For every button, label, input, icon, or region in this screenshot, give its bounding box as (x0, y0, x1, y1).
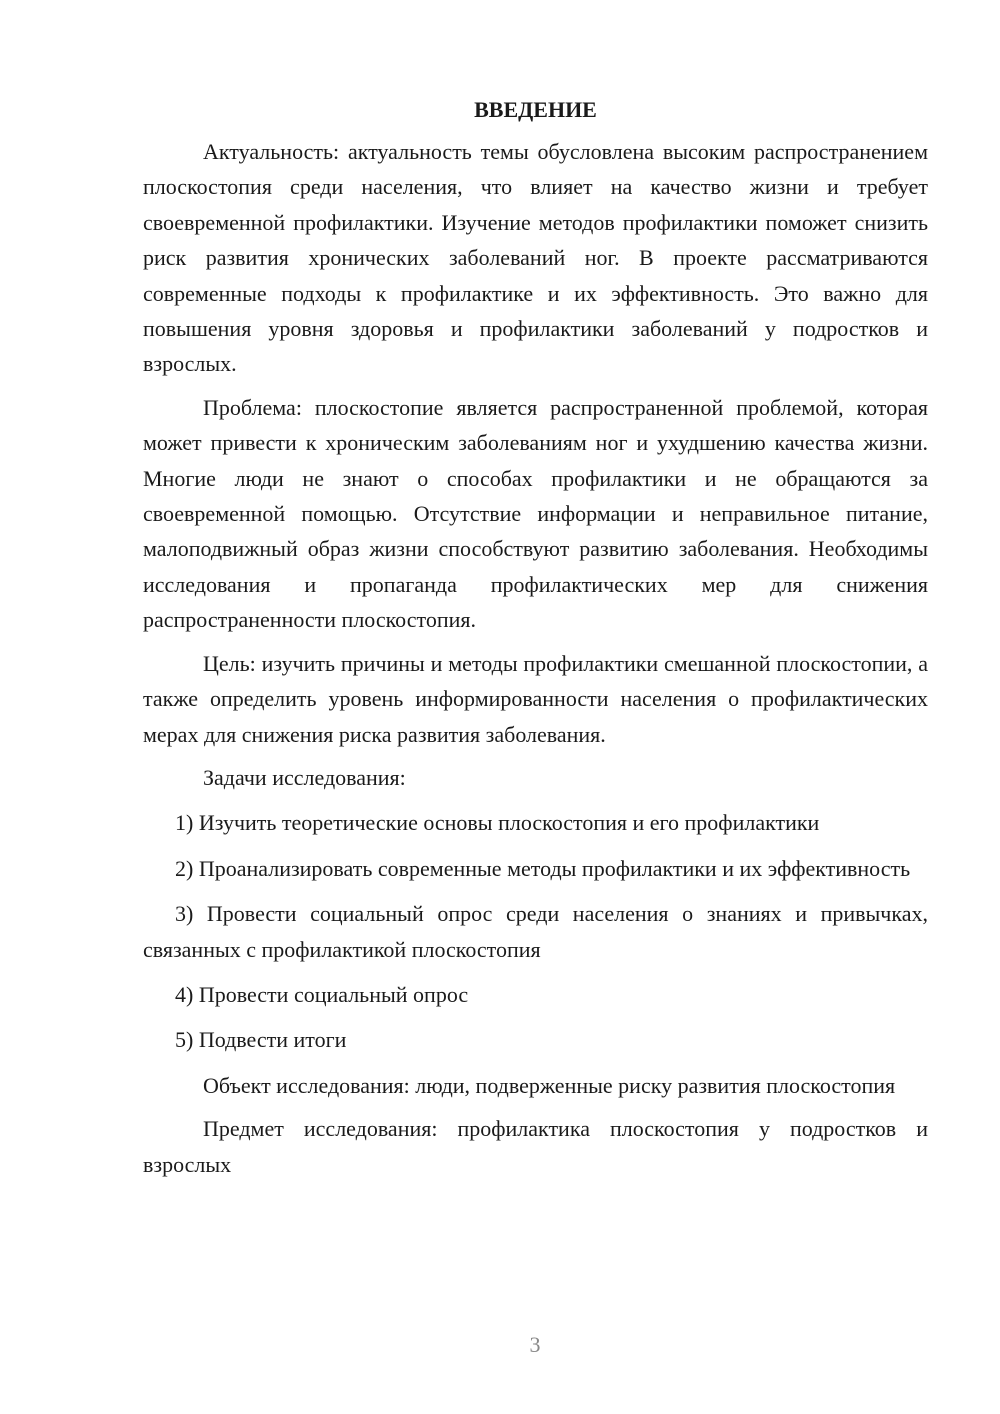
task-item-3: 3) Провести социальный опрос среди населения о знаниях и привычках, связанных с профилактикой плоскостопия (143, 901, 928, 962)
problem-paragraph: Проблема: плоскостопие является распространенной проблемой, которая может привести к хроническим заболеваниям ног и ухудшению качества жизни. Многие люди не знают о способах профилактики и не обращаются за своевременной помощью. Отсутствие информации и неправильное питание, малоподвижный образ жизни способствуют развитию заболевания. Необходимы исследования и пропаганда профилактических мер для снижения распространенности плоскостопия. (143, 394, 928, 633)
goal-paragraph: Цель: изучить причины и методы профилактики смешанной плоскостопии, а также определить уровень информированности населения о профилактических мерах для снижения риска развития заболевания. (143, 650, 928, 747)
object-paragraph: Объект исследования: люди, подверженные риску развития плоскостопия (203, 1072, 896, 1098)
task-item-4: 4) Провести социальный опрос (175, 981, 469, 1007)
page-number: 3 (529, 1332, 541, 1357)
page-title: ВВЕДЕНИЕ (474, 97, 597, 122)
task-item-1: 1) Изучить теоретические основы плоскостопия и его профилактики (175, 810, 820, 836)
relevance-paragraph: Актуальность: актуальность темы обусловлена высоким распространением плоскостопия среди населения, что влияет на качество жизни и требует своевременной профилактики. Изучение методов профилактики поможет снизить риск развития хронических заболеваний ног. В проекте рассматриваются современные подходы к профилактике и их эффективность. Это важно для повышения уровня здоровья и профилактики заболеваний у подростков и взрослых. (143, 139, 928, 377)
subject-paragraph: Предмет исследования: профилактика плоскостопия у подростков и взрослых (143, 1116, 928, 1177)
task-item-5: 5) Подвести итоги (175, 1027, 347, 1053)
document-page (143, 92, 928, 1190)
task-item-2: 2) Проанализировать современные методы профилактики и их эффективность (175, 855, 911, 881)
tasks-heading: Задачи исследования: (203, 764, 406, 790)
